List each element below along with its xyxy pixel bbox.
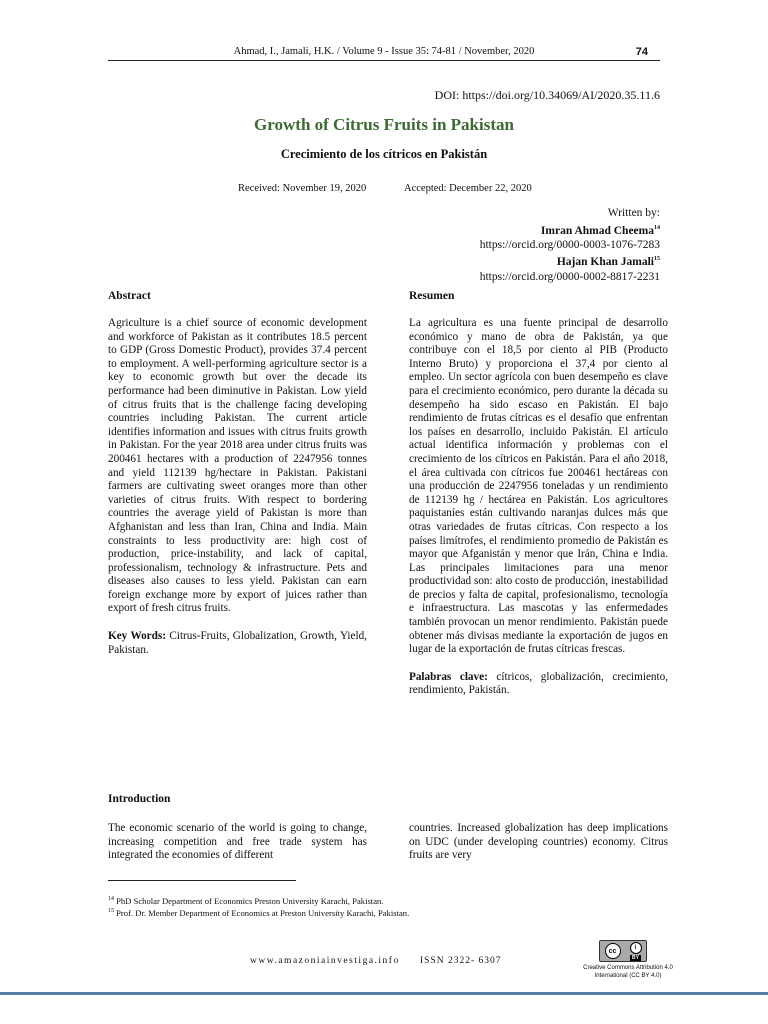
received-date: Received: November 19, 2020 [238, 183, 367, 194]
resumen-text: La agricultura es una fuente principal de desarrollo económico y mano de obra de Pakistán, ya que contribuye con el 18,5 por ciento al PIB (Producto Interno Bruto) y proporciona el 37,4 por ciento al empleo. Un sector agrícola con buen desempeño es clave para el crecimiento económico, pero durante la década su desempeño ha sido escaso en Pakistán. El bajo rendimiento de frutas cítricas es el desafío que enfrentan los países en desarrollo, incluido Pakistán. El artículo actual identifica información y problemas con el crecimiento de los cítricos en Pakistán. Para el año 2018, el área cultivada con cítricos fue 200461 hectáreas con una producción de 2247956 toneladas y un rendimiento de 112139 hg / hectárea en Pakistán. Los agricultores paquistaníes están cultivando naranjas dulces más que otras variedades de frutas cítricas. Con respecto a los países limítrofes, el rendimiento promedio de Pakistán es mayor que Afganistán y menor que Irán, China e India. Las principales limitaciones para una menor productividad son: alto costo de producción, inestabilidad de precios y falta de capital, profesionalismo, tecnología e infraestructura. Las mascotas y las enfermedades también provocan un menor rendimiento. Pakistán puede obtener más divisas mediante la exportación de jugos en lugar de la exportación de frutas cítricas frescas. [409, 317, 668, 656]
author-block [480, 206, 660, 284]
footer-bar [0, 992, 768, 995]
author-1-orcid[interactable]: https://orcid.org/0000-0003-1076-7283 [479, 238, 660, 251]
footnote-2 [108, 908, 409, 918]
keywords-list: Citrus-Fruits, Globalization, Growth, Yield, Pakistan. [108, 630, 367, 656]
accepted-date: Accepted: December 22, 2020 [404, 183, 532, 194]
introduction-text-left: The economic scenario of the world is going to change, increasing competition and free trade system has integrated the economies of different [108, 822, 367, 862]
resumen-keywords [409, 671, 668, 698]
abstract-keywords [108, 630, 367, 657]
abstract-heading: Abstract [108, 290, 151, 302]
footnote-rule [108, 880, 296, 881]
palabras-clave-label: Palabras clave: [409, 670, 488, 683]
page-number: 74 [635, 46, 648, 58]
footnote-1 [108, 896, 383, 906]
person-icon: i [630, 942, 642, 954]
article-subtitle: Crecimiento de los cítricos en Pakistán [280, 147, 488, 161]
by-attribution [630, 942, 642, 961]
running-header: Ahmad, I., Jamali, H.K. / Volume 9 - Issue 35: 74-81 / November, 2020 [233, 46, 535, 57]
journal-website[interactable]: www.amazoniainvestiga.info [250, 956, 400, 966]
abstract-section [108, 290, 367, 657]
introduction-text-right: countries. Increased globalization has deep implications on UDC (under developing countries) economy. Citrus fruits are very [409, 822, 668, 862]
written-by-label: Written by: [607, 207, 660, 219]
license-text-line-1: Creative Commons Attribution 4.0 [583, 965, 673, 971]
author-1 [480, 221, 660, 238]
author-2 [480, 252, 660, 269]
issn-number: ISSN 2322- 6307 [420, 956, 502, 966]
introduction-heading: Introduction [108, 793, 171, 805]
keywords-label: Key Words: [108, 630, 166, 643]
article-title: Growth of Citrus Fruits in Pakistan [254, 115, 514, 134]
license-text [583, 964, 673, 980]
footnote-1-text: PhD Scholar Department of Economics Preston University Karachi, Pakistan. [114, 896, 384, 906]
footnote-1-marker: 14 [108, 896, 114, 903]
license-text-line-2: International (CC BY 4.0) [594, 973, 662, 979]
resumen-section [409, 290, 668, 698]
by-label: BY [632, 954, 639, 961]
creative-commons-badge[interactable] [599, 940, 647, 962]
abstract-text: Agriculture is a chief source of economic development and workforce of Pakistan as it contributes 18.5 percent to GDP (Gross Domestic Product), provides 37.4 percent to employment. A well-performing agriculture sector is a key to economic growth but over the decade its performance had been diminutive in Pakistan. Low yield of citrus fruits that is the challenge facing developing countries including Pakistan. The current article identifies information and issues with citrus fruits growth in Pakistan. For the year 2018 area under citrus fruits was 200461 hectares with a production of 2247956 tonnes and yield 112139 hg/hectare in Pakistan. Pakistani farmers are cultivating sweet oranges more than other varieties of citrus fruits. With respect to bordering countries the average yield of Pakistan is more than Afghanistan and less than Iran, China and India. Main constraints to less productivity are: high cost of production, price-instability, and lack of capital, professionalism, technology & infrastructure. Pets and diseases also causes to less yield. Pakistan can earn foreign exchange more by export of juices rather than export of fresh citrus fruits. [108, 317, 367, 615]
author-2-orcid[interactable]: https://orcid.org/0000-0002-8817-2231 [479, 270, 660, 283]
header-rule [108, 60, 660, 61]
author-1-footnote-ref[interactable]: 14 [654, 224, 660, 231]
author-2-footnote-ref[interactable]: 15 [654, 256, 660, 263]
resumen-heading: Resumen [409, 290, 455, 302]
author-2-name: Hajan Khan Jamali [556, 256, 654, 269]
doi-link[interactable]: DOI: https://doi.org/10.34069/AI/2020.35.11.6 [434, 88, 660, 102]
footnote-2-text: Prof. Dr. Member Department of Economics at Preston University Karachi, Pakistan. [114, 908, 410, 918]
cc-icon: cc [605, 943, 621, 959]
author-1-name: Imran Ahmad Cheema [540, 224, 654, 237]
footnote-2-marker: 15 [108, 908, 114, 915]
palabras-clave-list: cítricos, globalización, crecimiento, rendimiento, Pakistán. [409, 670, 669, 697]
